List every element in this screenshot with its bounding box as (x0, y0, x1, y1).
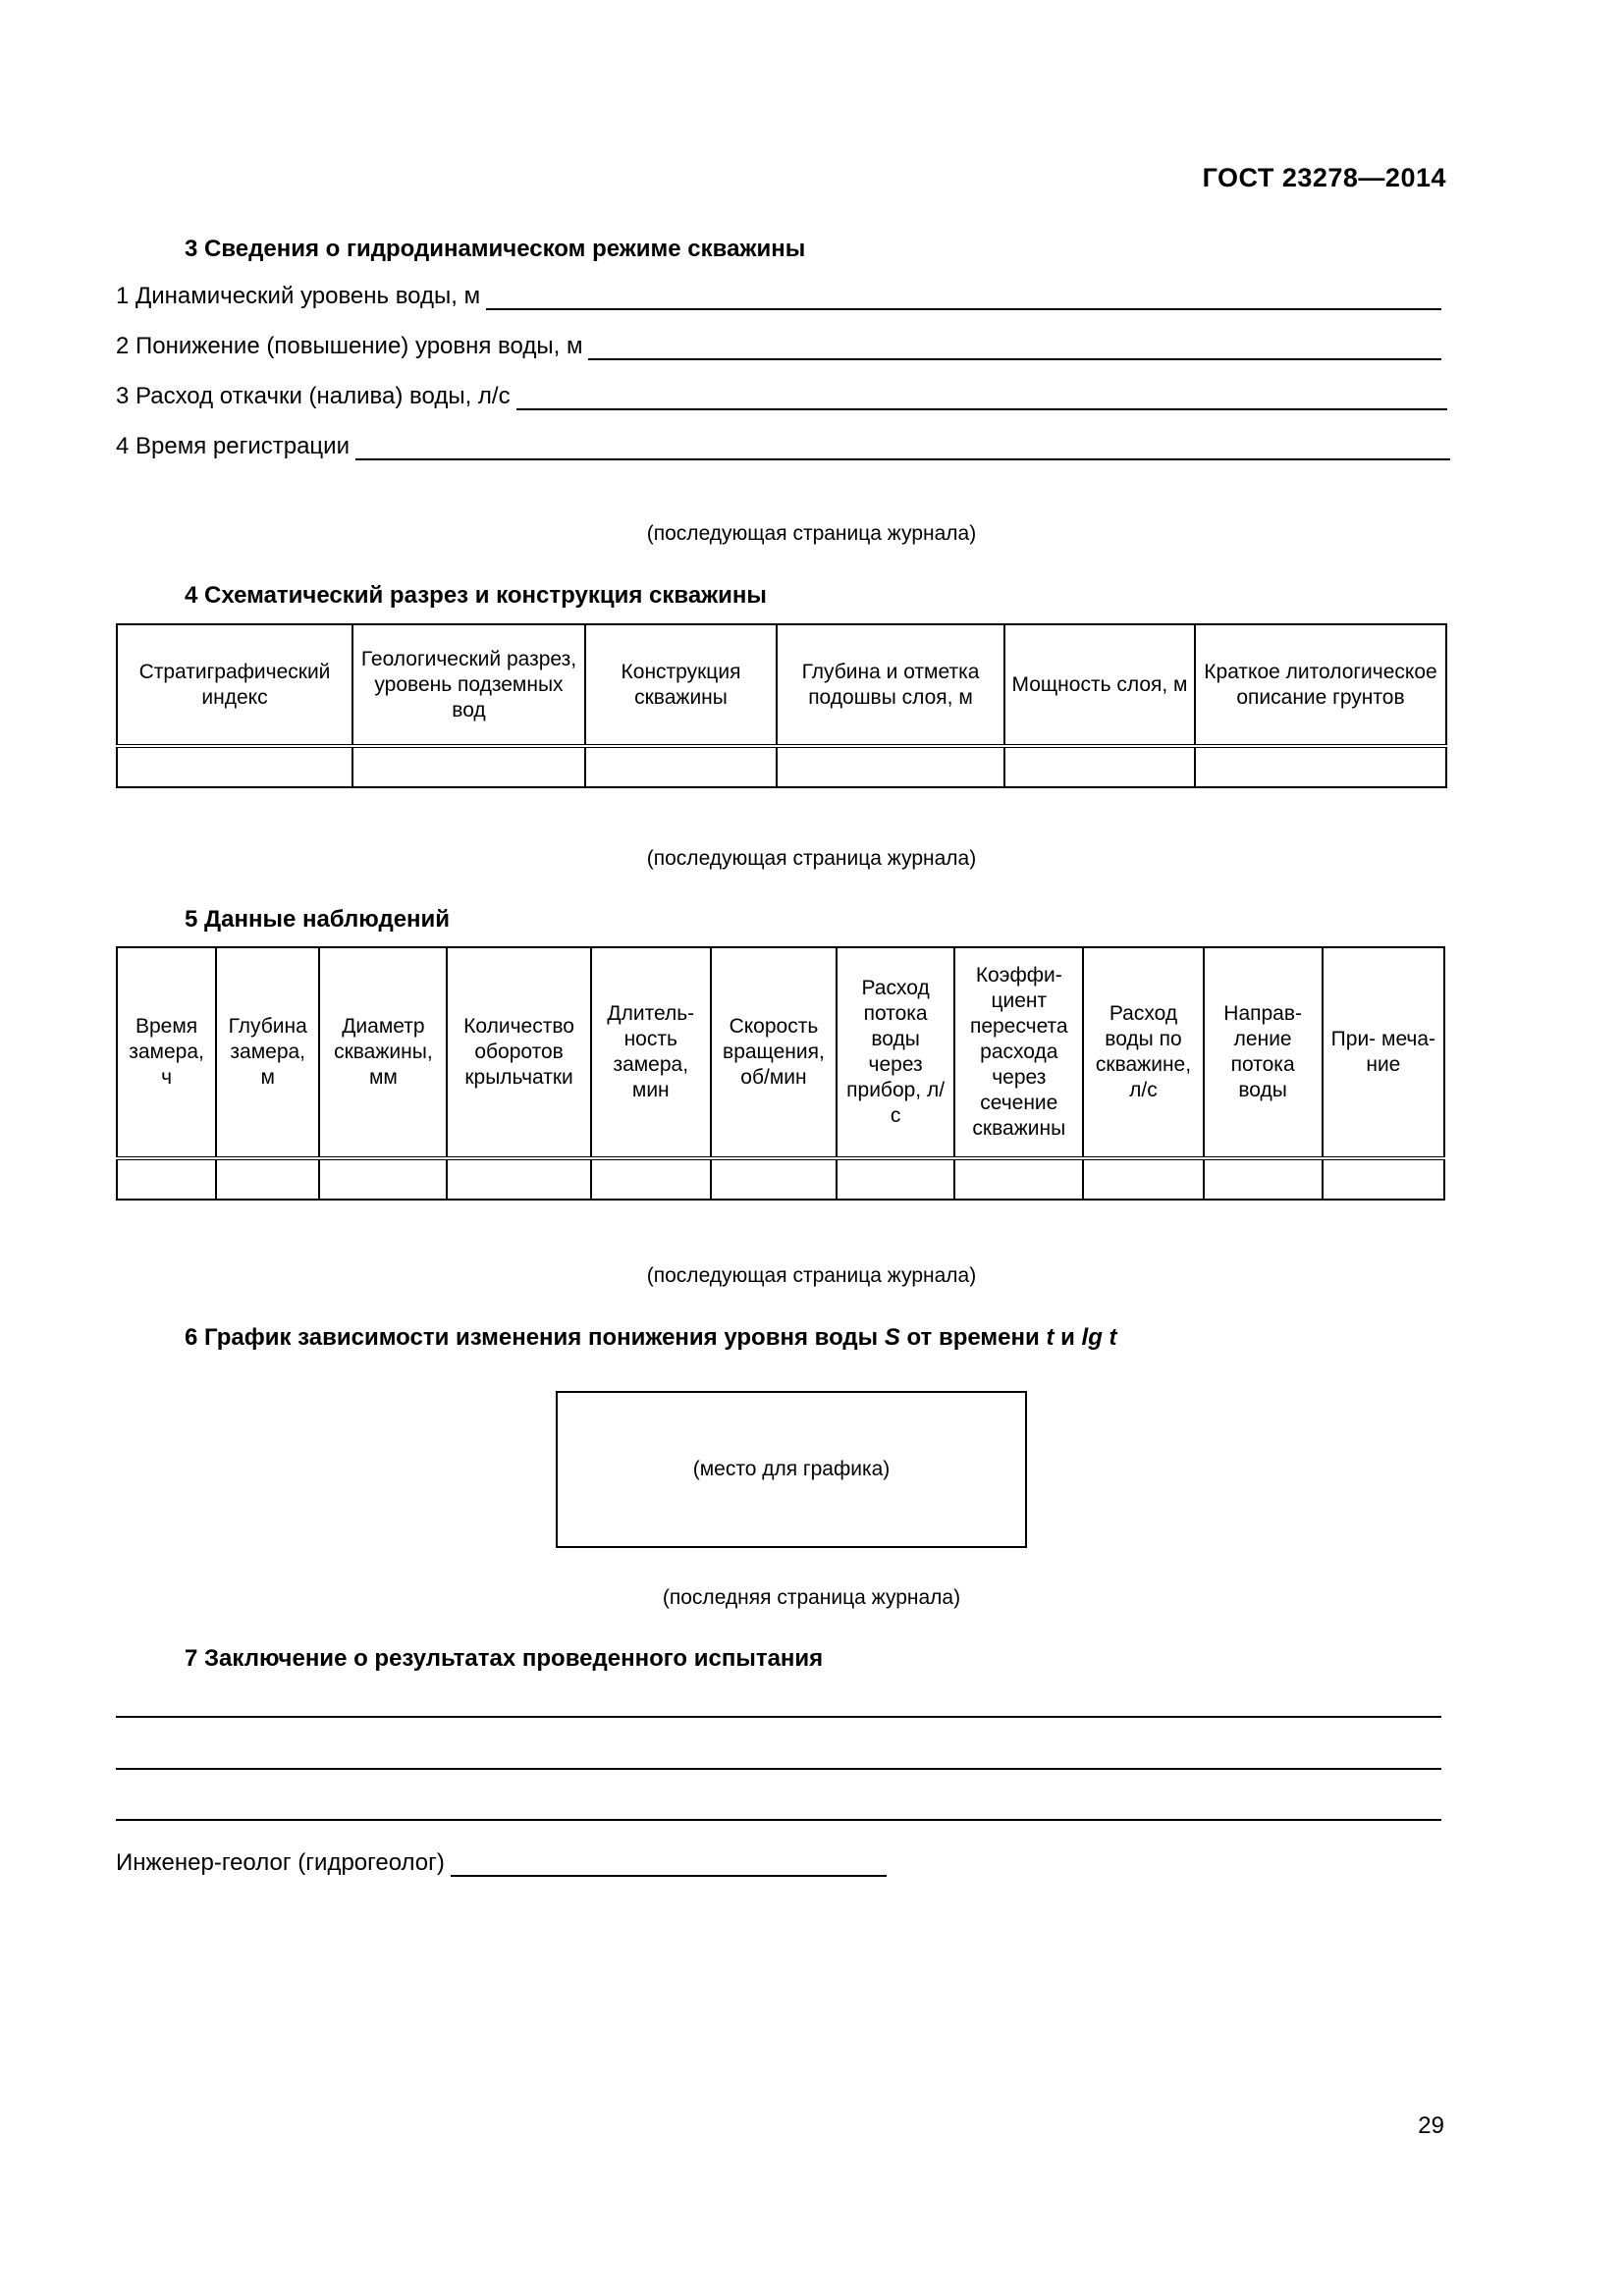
column-header: Краткое литологическое описание грунтов (1195, 624, 1446, 746)
column-header: Время замера, ч (117, 947, 216, 1158)
field-level-drop[interactable] (116, 333, 1441, 360)
column-header: Геологический разрез, уровень подземных вод (352, 624, 585, 746)
table-cell[interactable] (1204, 1158, 1323, 1200)
page-number: 29 (1418, 2112, 1444, 2139)
column-header: Коэффи- циент пересчета расхода через сечение скважины (954, 947, 1083, 1158)
table-cell[interactable] (1083, 1158, 1203, 1200)
column-header: Расход потока воды через прибор, л/с (837, 947, 954, 1158)
table-cell[interactable] (1195, 746, 1446, 787)
table-cell[interactable] (591, 1158, 711, 1200)
table-cell[interactable] (954, 1158, 1083, 1200)
column-header: Скорость вращения, об/мин (711, 947, 837, 1158)
title-text: 6 График зависимости изменения понижения уровня воды (185, 1324, 885, 1351)
column-header: Расход воды по скважине, л/с (1083, 947, 1203, 1158)
column-header: Количество оборотов крыльчатки (447, 947, 590, 1158)
section-3-title: 3 Сведения о гидродинамическом режиме скважины (185, 236, 806, 262)
column-header: Стратиграфический индекс (117, 624, 352, 746)
table-cell[interactable] (117, 1158, 216, 1200)
conclusion-line[interactable] (116, 1819, 1441, 1821)
observations-table (116, 946, 1445, 1201)
table-cell[interactable] (711, 1158, 837, 1200)
table-cell[interactable] (117, 746, 352, 787)
signature-field[interactable] (116, 1849, 887, 1877)
column-header: Диаметр скважины, мм (319, 947, 447, 1158)
variable-lg-t: lg t (1081, 1324, 1117, 1351)
column-header: Направ- ление потока воды (1204, 947, 1323, 1158)
column-header: Глубина и отметка подошвы слоя, м (777, 624, 1004, 746)
column-header: Конструкция скважины (585, 624, 777, 746)
page-caption: (последующая страница журнала) (646, 847, 977, 870)
field-label: 3 Расход откачки (налива) воды, л/с (116, 383, 511, 409)
page-caption: (последующая страница журнала) (646, 1264, 977, 1287)
section-6-title (185, 1324, 1117, 1352)
chart-placeholder-text: (место для графика) (692, 1458, 891, 1480)
section-7-title: 7 Заключение о результатах проведенного испытания (185, 1645, 824, 1672)
table-cell[interactable] (319, 1158, 447, 1200)
fill-line (516, 387, 1447, 410)
field-registration-time[interactable] (116, 433, 1450, 460)
conclusion-line[interactable] (116, 1768, 1441, 1770)
table-cell[interactable] (1323, 1158, 1444, 1200)
title-text: и (1054, 1324, 1082, 1351)
signature-label: Инженер-геолог (гидрогеолог) (116, 1849, 445, 1876)
variable-t: t (1046, 1324, 1055, 1351)
variable-s: S (884, 1324, 900, 1351)
column-header: При- меча- ние (1323, 947, 1444, 1158)
chart-placeholder-box[interactable] (556, 1391, 1027, 1548)
fill-line (355, 437, 1450, 460)
section-4-title: 4 Схематический разрез и конструкция скважины (185, 582, 767, 609)
table-cell[interactable] (837, 1158, 954, 1200)
column-header: Мощность слоя, м (1004, 624, 1195, 746)
page-caption: (последующая страница журнала) (646, 522, 977, 545)
title-text: от времени (899, 1324, 1047, 1351)
field-label: 1 Динамический уровень воды, м (116, 283, 481, 309)
table-row (117, 746, 1446, 787)
field-label: 4 Время регистрации (116, 433, 350, 459)
fill-line (486, 287, 1441, 310)
table-cell[interactable] (216, 1158, 319, 1200)
table-cell[interactable] (447, 1158, 590, 1200)
field-label: 2 Понижение (повышение) уровня воды, м (116, 333, 583, 359)
table-row (117, 1158, 1444, 1200)
column-header: Глубина замера, м (216, 947, 319, 1158)
table-cell[interactable] (585, 746, 777, 787)
table-cell[interactable] (1004, 746, 1195, 787)
table-header-row (117, 947, 1444, 1158)
field-dynamic-level[interactable] (116, 283, 1441, 310)
table-header-row (117, 624, 1446, 746)
fill-line (588, 337, 1441, 360)
field-pumping-rate[interactable] (116, 383, 1447, 410)
column-header: Длитель- ность замера, мин (591, 947, 711, 1158)
section-5-title: 5 Данные наблюдений (185, 906, 451, 933)
table-cell[interactable] (777, 746, 1004, 787)
conclusion-line[interactable] (116, 1716, 1441, 1718)
well-section-table (116, 623, 1447, 788)
document-code: ГОСТ 23278—2014 (1202, 163, 1446, 192)
signature-line (451, 1853, 887, 1877)
table-cell[interactable] (352, 746, 585, 787)
page-caption-last: (последняя страница журнала) (662, 1586, 961, 1609)
